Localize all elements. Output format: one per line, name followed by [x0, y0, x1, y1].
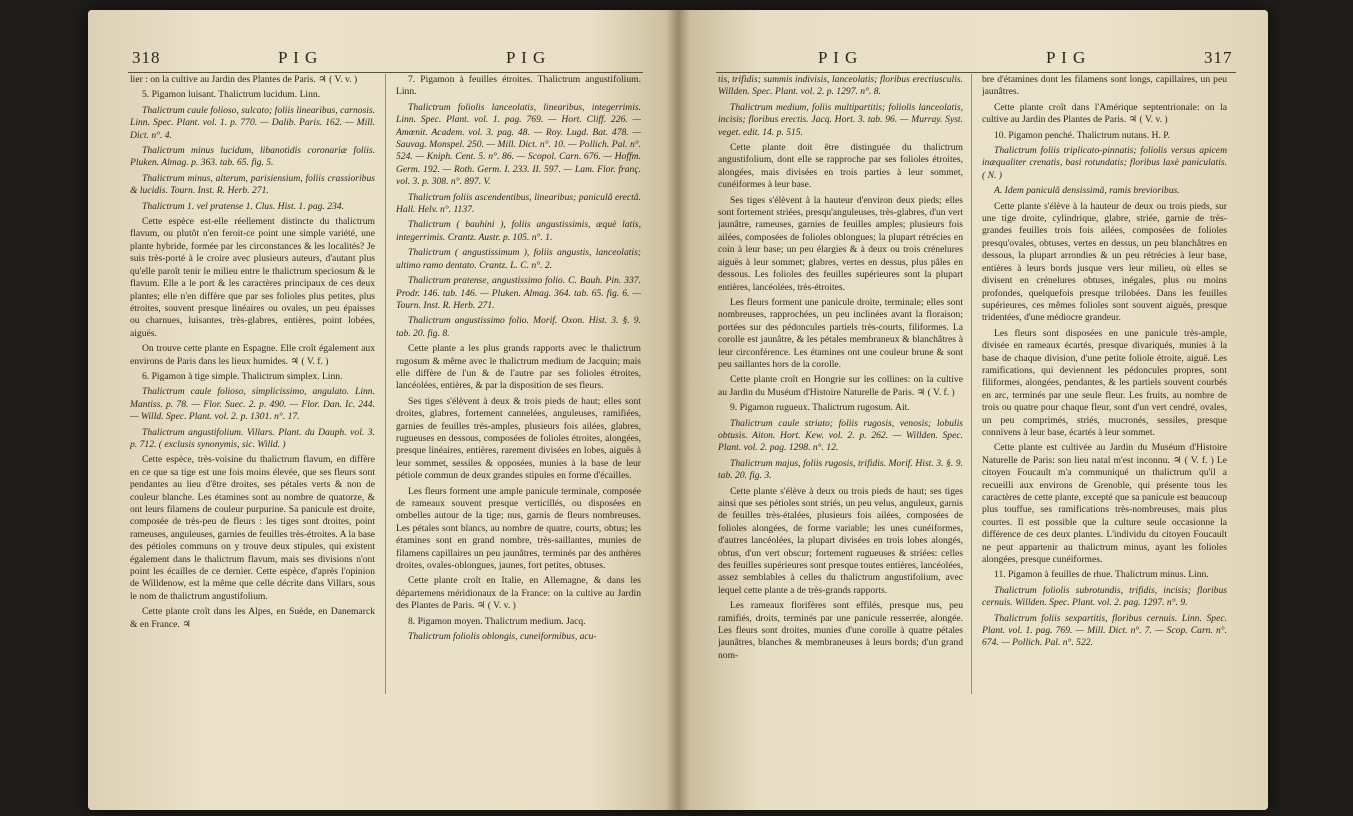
- paragraph: 9. Pigamon rugueux. Thalictrum rugosum. Ait.: [730, 402, 910, 414]
- paragraph: Cette plante a les plus grands rapports avec le thalictrum rugosum & même avec le thalictrum medium de Jacquin; mais elle diffère de l'un & de l'autre par ses folioles étroites, lancéolées, entières, & par la disposition de ses fleurs.: [396, 343, 641, 392]
- paragraph: Thalictrum minus, alterum, parisiensium, foliis crassioribus & lucidis. Tourn. Inst. R. Herb. 271.: [130, 172, 375, 197]
- paragraph: Thalictrum medium, foliis multipartitis; foliolis lanceolatis, incisis; floribus erectis. Jacq. Hort. 3. tab. 96. — Murray. Syst. veget. edit. 14. p. 515.: [718, 101, 963, 138]
- book-gutter: [666, 10, 690, 810]
- paragraph: Cette plante doit être distinguée du thalictrum angustifolium, dont elle se rapproche par ses folioles étroites, alongées, mais divisées en trois parties à leur sommet, cunéiformes à leur base.: [718, 142, 963, 191]
- paragraph: 5. Pigamon luisant. Thalictrum lucidum. Linn.: [142, 89, 321, 101]
- paragraph: Thalictrum caule folioso, sulcato; foliis linearibus, carnosis. Linn. Spec. Plant. vol. 1. p. 770. — Dalib. Paris. 162. — Mill. Dict. n°. 4.: [130, 104, 375, 141]
- paragraph: Thalictrum caule folioso, simplicissimo, angulato. Linn. Mantiss. p. 78. — Flor. Suec. 2. p. 490. — Flor. Dan. Ic. 244. — Willd. Spec. Plant. vol. 2. p. 1301. n°. 17.: [130, 386, 375, 423]
- paragraph: Les rameaux florifères sont effilés, presque nus, peu ramifiés, droits, terminés par une panicule resserrée, alongée. Les fleurs sont droites, munies d'une corolle à quatre pétales jaunâtres, blanches & membraneuses à leurs bords; d'un grand nom-: [718, 600, 963, 661]
- paragraph: Thalictrum majus, foliis rugosis, trifidis. Morif. Hist. 3. §. 9. tab. 20. fig. 3.: [718, 457, 963, 482]
- paragraph: Thalictrum pratense, angustissimo folio. C. Bauh. Pin. 337. Prodr. 146. tab. 146. — Pluken. Almag. 364. tab. 65. fig. 6. — Tourn. Inst. R. Herb. 271.: [396, 275, 641, 311]
- header-rule-left: [128, 72, 643, 73]
- left-page: [88, 10, 678, 810]
- paragraph: Cette plante s'élève à la hauteur de deux ou trois pieds, sur une tige droite, cylindrique, glabre, striée, garnie de très-grandes feuilles trois fois ailées, composées de folioles presqu'ovales, obtuses, vertes en dessus, un peu blanchâtres en dessous, la plupart arrondies & un peu rétrécies à leur base, entières à leurs bords jusque vers leur milieu, où elles se divisent en crénelures obtuses, inégales, plus ou moins profondes, quelquefois presque trilobées. Dans les feuilles supérieures, ces mêmes folioles sont souvent aiguës, presque tridentées, d'une médiocre grandeur.: [982, 200, 1227, 324]
- column-divider-right: [971, 74, 972, 694]
- right-page: [678, 10, 1268, 810]
- paragraph: 6. Pigamon à tige simple. Thalictrum simplex. Linn.: [142, 370, 343, 382]
- paragraph: Thalictrum foliolis lanceolatis, linearibus, integerrimis. Linn. Spec. Plant. vol. 1. pag. 769. — Hort. Cliff. 226. — Amœnit. Academ. vol. 3. pag. 48. — Roy. Lugd. Bat. 478. — Sauvag. Monspel. 250. — Mill. Dict. n°. 10. — Pollich. Pal. n°. 524. — Kniph. Cent. 5. n°. 86. — Scopol. Carn. 676. — Hoffm. Germ. 192. — Roth. Germ. I. 233. II. 597. — Lam. Flor. franç. vol. 3. p. 308. n°. 897. V.: [396, 101, 641, 188]
- paragraph: Thalictrum foliolis oblongis, cuneiformibus, acu-: [408, 631, 597, 643]
- paragraph: Les fleurs forment une panicule droite, terminale; elles sont nombreuses, rapprochées, un peu inclinées avant la floraison; portées sur des pédoncules partiels très-courts, filiformes. La corolle est jaunâtre, & les pétales membraneux & blanchâtres à leur circonférence. Les étamines ont une couleur brune & sont peu saillantes hors de la corolle.: [718, 296, 963, 370]
- column-divider-left: [385, 74, 386, 694]
- running-head-right-col2: P I G: [1046, 48, 1087, 67]
- paragraph: Thalictrum foliis sexpartitis, floribus cernuis. Linn. Spec. Plant. vol. 1. pag. 769. — Mill. Dict. n°. 7. — Scop. Carn. n°. 674. — Pollich. Pal. n°. 522.: [982, 612, 1227, 649]
- paragraph: Ses tiges s'élèvent à deux & trois pieds de haut; elles sont droites, glabres, fortement cannelées, anguleuses, ramifiées, garnies de feuilles très-amples, plusieurs fois ailées, glabres, rugueuses en dessous, composées de folioles étroites, alongées, presque linéaires, entières, rarement divisées en lobes, aiguës à leur sommet, sessiles & opposées, munies à la base de leur pétiole commun de deux grandes stipules en forme d'écailles.: [396, 395, 641, 482]
- paragraph: Thalictrum angustissimo folio. Morif. Oxon. Hist. 3. §. 9. tab. 20. fig. 8.: [396, 315, 641, 339]
- right-page-column-2: [982, 74, 1227, 764]
- paragraph: bre d'étamines dont les filamens sont longs, capillaires, un peu jaunâtres.: [982, 74, 1227, 98]
- paragraph: 8. Pigamon moyen. Thalictrum medium. Jacq.: [408, 615, 586, 627]
- paragraph: Thalictrum foliis triplicato-pinnatis; foliolis versus apicem inæqualiter crenatis, basi rotundatis; floribus laxè paniculatis. ( N. ): [982, 145, 1227, 181]
- paragraph: Thalictrum foliolis subrotundis, trifidis, incisis; floribus cernuis. Willden. Spec. Plant. vol. 2. pag. 1297. n°. 9.: [982, 584, 1227, 609]
- paragraph: Cette espèce est-elle réellement distincte du thalictrum flavum, ou plutôt n'en feroit-ce point une simple variété, une plante hybride, formée par les circonstances & les localités? Je suis très-porté à le croire avec plusieurs auteurs, d'autant plus qu'elle paroît tenir le milieu entre le thalictrum speciosum & le flavum. Elle a le port & les caractères principaux de ces deux plantes; elle n'en diffère que par ses folioles plus petites, plus étroites, souvent presque linéaires ou ovales, un peu épaisses ou charnues, luisantes, très-glabres, entières, point lobées, aiguës.: [130, 216, 375, 339]
- right-page-header: [678, 48, 1268, 72]
- paragraph: Cette plante croît dans les Alpes, en Suède, en Danemarck & en France. ♃: [130, 606, 375, 630]
- paragraph: Les fleurs sont disposées en une panicule très-ample, divisée en rameaux écartés, presque divariqués, munies à la base de chaque division, d'une petite foliole étroite, aiguë. Les ramifications, qui deviennent les pédoncules propres, sont filiformes, alongées, pendantes, & les partiels souvent courbés en arc, terminés par une seule fleur. Les fruits, au nombre de trois ou quatre pour chaque fleur, sont d'un vert cendré, ovales, un peu comprimés, striés, mucronés, sessiles, presque connivens à leur base, écartés à leur sommet.: [982, 327, 1227, 438]
- paragraph: Les fleurs forment une ample panicule terminale, composée de rameaux souvent presque verticillés, ou disposées en ombelles autour de la tige; nus, garnis de fleurs nombreuses. Les pétales sont blancs, au nombre de quatre, courts, obtus; les étamines sont en grand nombre, très-saillantes, munies de filamens capillaires un peu jaunâtres, terminés par des anthères droites, ovales-oblongues, jaunes, fort petites, obtuses.: [396, 485, 641, 572]
- paragraph: Thalictrum ( angustissimum ), foliis angustis, lanceolatis; ultimo ramo dentato. Crantz. L. C. n°. 2.: [396, 247, 641, 271]
- paragraph: Cette plante croît en Italie, en Allemagne, & dans les départemens méridionaux de la France: on la cultive au Jardin des Plantes de Paris. ♃ ( V. v. ): [396, 575, 641, 612]
- paragraph: Thalictrum caule striato; foliis rugosis, venosis; lobulis obtusis. Aiton. Hort. Kew. vol. 2. p. 262. — Willden. Spec. Plant. vol. 2. pag. 1298. n°. 12.: [718, 417, 963, 454]
- paragraph: Cette plante est cultivée au Jardin du Muséum d'Histoire Naturelle de Paris: son lieu natal m'est inconnu. ♃ ( V. f. ) Le citoyen Foucault m'a communiqué un thalictrum qu'il a recueilli aux environs de Grenoble, qui présente tous les caractères de cette plante, excepté que sa panicule est beaucoup plus touffue, ses ramifications très-nombreuses, mais plus courtes. Il est possible que la culture seule occasionne la différence de ces deux plantes. L'individu du citoyen Foucault ne peut appartenir au thalictrum minus, ayant les folioles alongées, presque cunéiformes.: [982, 442, 1227, 566]
- paragraph: Cette plante croît dans l'Amérique septentrionale: on la cultive au Jardin des Plantes de Paris. ♃ ( V. v. ): [982, 101, 1227, 126]
- left-page-column-1: [130, 74, 375, 764]
- paragraph: Thalictrum foliis ascendentibus, linearibus; paniculâ erectâ. Hall. Helv. n°. 1137.: [396, 191, 641, 216]
- paragraph: On trouve cette plante en Espagne. Elle croît également aux environs de Paris dans les lieux humides. ♃ ( V. f. ): [130, 343, 375, 367]
- running-head-left-col1: P I G: [278, 48, 319, 67]
- paragraph: lier : on la cultive au Jardin des Plantes de Paris. ♃ ( V. v. ): [130, 74, 358, 85]
- right-page-column-1: [718, 74, 963, 764]
- paragraph: 11. Pigamon à feuilles de rhue. Thalictrum minus. Linn.: [994, 569, 1209, 581]
- left-page-column-2: [396, 74, 641, 764]
- running-head-right-col1: P I G: [818, 48, 859, 67]
- paragraph: Cette plante croît en Hongrie sur les collines: on la cultive au Jardin du Muséum d'Histoire Naturelle de Paris. ♃ ( V. f. ): [718, 374, 963, 398]
- paragraph: Thalictrum minus lucidum, libanotidis coronariæ foliis. Pluken. Almag. p. 363. tab. 65. fig. 5.: [130, 145, 375, 169]
- paragraph: Thalictrum 1. vel pratense 1. Clus. Hist. 1. pag. 234.: [142, 200, 344, 212]
- page-number-left: 318: [132, 48, 161, 67]
- paragraph: Cette plante s'élève à deux ou trois pieds de haut; ses tiges ainsi que ses pétioles sont striés, un peu velus, anguleux, garnis de feuilles très-étalées, plusieurs fois ailées, composées de folioles alongées, de forme variable; les unes cunéiformes, d'autres lancéolées, la plupart divisées en trois lobes alongés, obtus, d'un vert obscur; fortement rugueuses & striées: celles des feuilles supérieures sont presque toutes entières, lancéolées, assez semblables à celles du thalictrum angustifolium, avec lequel cette plante a de très-grands rapports.: [718, 485, 963, 596]
- running-head-left-col2: P I G: [506, 48, 547, 67]
- header-rule-right: [716, 72, 1236, 73]
- open-book: [88, 10, 1268, 810]
- paragraph: 10. Pigamon penché. Thalictrum nutans. H. P.: [994, 129, 1170, 141]
- page-number-right: 317: [1204, 48, 1233, 67]
- paragraph: Thalictrum angustifolium. Villars. Plant. du Dauph. vol. 3. p. 712. ( exclusis synonymis, sic. Willd. ): [130, 426, 375, 450]
- paragraph: Ses tiges s'élèvent à la hauteur d'environ deux pieds; elles sont fortement striées, presqu'anguleuses, très-glabres, d'un vert jaunâtre, rameuses, garnies de feuilles amples; plusieurs fois ailées, composées de folioles oblongues; la plupart rétrécies en coin à leur base; un peu élargies & à deux ou trois crénelures aiguës à leur sommet; glabres, vertes en dessus, plus pâles en dessous. Les folioles des feuilles supérieures sont la plupart entières, lancéolées, très-étroites.: [718, 194, 963, 293]
- left-page-header: [88, 48, 678, 72]
- paragraph: tis, trifidis; summis indivisis, lanceolatis; floribus erectiusculis. Willden. Spec. Plant. vol. 2. p. 1297. n°. 8.: [718, 74, 963, 98]
- paragraph: A. Idem paniculâ densissimâ, ramis brevioribus.: [994, 185, 1180, 197]
- paragraph: 7. Pigamon à feuilles étroites. Thalictrum angustifolium. Linn.: [396, 74, 641, 98]
- paragraph: Thalictrum ( bauhini ), foliis angustissimis, æquè latis, integerrimis. Crantz. Austr. p. 105. n°. 1.: [396, 219, 641, 243]
- paragraph: Cette espèce, très-voisine du thalictrum flavum, en diffère en ce que sa tige est une fois moins élevée, que ses fleurs sont pendantes au lieu d'être droites, ses pétales verts & non de couleur blanche. Les étamines sont au nombre de quatorze, & ont leurs filamens de couleur purpurine. Sa panicule est droite, composée de très-peu de fleurs : les tiges sont droites, point rameuses, anguleuses, garnies de feuilles très-étroites. A la base des pétioles communs on y trouve deux stipules, qui existent également dans le thalictrum flavum, mais ses divisions n'ont point les écailles de ce dernier. Cette espèce, d'après l'opinion de Willdenow, est la même que celle décrite dans Villars, sous le nom de thalictrum angustifolium.: [130, 454, 375, 602]
